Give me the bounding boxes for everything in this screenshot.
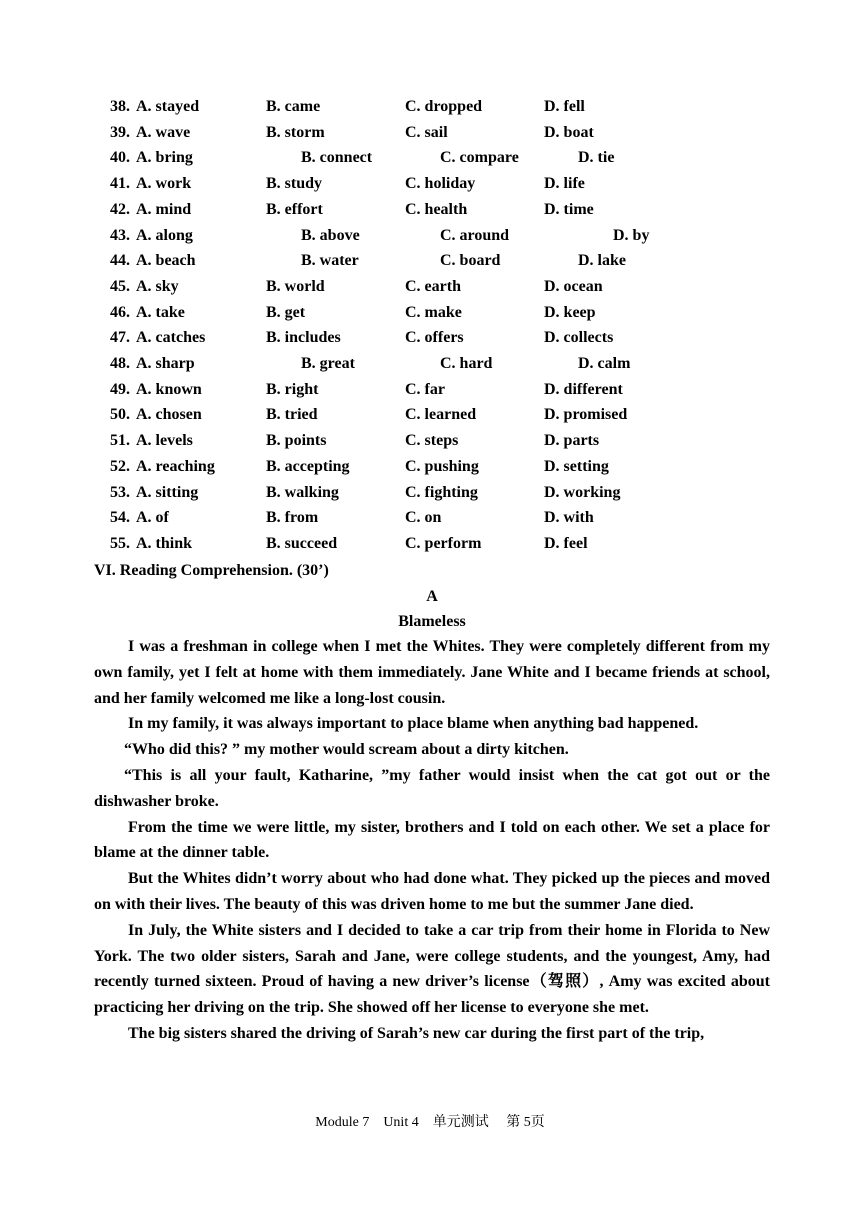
option-a: A. bring [136,149,193,167]
option-b: B. came [266,98,321,115]
option-c: C. fighting [405,483,478,501]
option-c: C. learned [405,406,477,424]
option-b: B. water [301,252,359,270]
question-number: 50. [110,406,130,424]
question-number: 55. [110,534,130,552]
passage-letter: A [426,588,438,605]
option-c: C. health [405,200,468,218]
option-d: D. boat [544,123,594,141]
paragraph: From the time we were little, my sister, brothers and I told on each other. We set a place for blame at the dinner table. [94,818,770,862]
option-a: A. chosen [136,406,202,424]
question-number: 52. [110,457,130,475]
option-b: B. succeed [266,534,338,552]
option-c: C. compare [440,149,519,167]
option-a: A. take [136,303,185,321]
option-c: C. dropped [405,98,483,115]
paragraph: But the Whites didn’t worry about who had done what. They picked up the pieces and moved on with their lives. The beauty of this was driven home to me but the summer Jane died. [94,870,770,913]
option-c: C. on [405,509,442,527]
option-c: C. holiday [405,175,476,193]
paragraph: In my family, it was always important to place blame when anything bad happened. [128,715,699,733]
option-c: C. offers [405,329,464,347]
option-c: C. around [440,226,510,244]
option-d: D. calm [578,355,631,372]
option-d: D. setting [544,457,609,475]
passage-body [94,634,770,1047]
option-b: B. tried [266,406,318,424]
option-a: A. stayed [136,98,200,115]
question-number: 41. [110,175,130,193]
question-number: 45. [110,277,130,295]
option-d: D. tie [578,149,615,167]
option-a: A. wave [136,123,191,141]
option-c: C. make [405,303,462,321]
option-b: B. walking [266,483,339,501]
option-c: C. board [440,252,501,270]
option-a: A. think [136,534,193,552]
question-number: 38. [110,98,130,115]
option-a: A. sharp [136,355,195,372]
option-d: D. life [544,175,585,193]
option-d: D. feel [544,534,588,552]
option-c: C. perform [405,534,482,552]
option-a: A. along [136,226,193,244]
question-number: 43. [110,226,130,244]
question-number: 53. [110,483,130,501]
option-a: A. reaching [136,457,215,475]
question-number: 39. [110,123,130,141]
option-b: B. world [266,277,325,295]
question-number: 54. [110,509,130,527]
option-a: A. of [136,509,169,527]
option-b: B. connect [301,149,373,167]
section-title: VI. Reading Comprehension. (30’) [94,562,329,579]
option-d: D. collects [544,329,614,347]
option-a: A. beach [136,252,196,270]
option-b: B. right [266,380,319,398]
question-number: 40. [110,149,130,167]
option-a: A. levels [136,432,193,450]
question-number: 44. [110,252,130,270]
option-d: D. by [613,226,650,244]
question-number: 46. [110,303,130,321]
option-c: C. earth [405,277,461,295]
option-d: D. lake [578,252,626,270]
option-c: C. far [405,380,445,398]
option-d: D. different [544,380,623,398]
option-b: B. from [266,509,319,527]
page-footer: Module 7 Unit 4 单元测试 第 5页 [315,1115,545,1130]
option-a: A. work [136,175,192,193]
option-d: D. keep [544,303,596,321]
paragraph: “This is all your fault, Katharine, ”my father would insist when the cat got out or the dishwasher broke. [94,766,770,810]
question-number: 48. [110,355,130,372]
passage-title: Blameless [398,613,466,630]
question-number: 42. [110,200,130,218]
option-b: B. get [266,303,306,321]
option-c: C. pushing [405,457,479,475]
question-number: 49. [110,380,130,398]
option-b: B. accepting [266,457,350,475]
option-a: A. sitting [136,483,199,501]
option-d: D. ocean [544,277,603,295]
option-b: B. points [266,432,327,450]
paragraph: I was a freshman in college when I met the Whites. They were completely different from my own family, yet I felt at home with them immediately. Jane White and I became friends at school, and her family welcomed me like a long-lost cousin. [94,638,770,707]
option-a: A. catches [136,329,206,347]
option-b: B. effort [266,200,323,218]
option-a: A. known [136,380,202,398]
paragraph: The big sisters shared the driving of Sarah’s new car during the first part of the trip, [128,1024,705,1042]
option-a: A. sky [136,277,179,295]
option-c: C. hard [440,355,493,372]
option-b: B. great [301,355,355,372]
option-d: D. promised [544,406,628,424]
option-b: B. above [301,226,360,244]
option-b: B. study [266,175,323,193]
option-b: B. includes [266,329,341,347]
question-number: 47. [110,329,130,347]
question-number: 51. [110,432,130,450]
paragraph: In July, the White sisters and I decided to take a car trip from their home in Florida to New York. The two older sisters, Sarah and Jane, were college students, and the youngest, Amy, had recently turned sixteen. Proud of having a new driver’s license（驾照）, Amy was excited about practicing her driving on the trip. She showed off her license to everyone she met. [94,921,770,1017]
option-d: D. time [544,200,594,218]
option-d: D. with [544,509,594,527]
option-d: D. fell [544,98,585,115]
option-d: D. working [544,483,621,501]
option-c: C. sail [405,123,448,141]
option-b: B. storm [266,123,325,141]
paragraph: “Who did this? ” my mother would scream about a dirty kitchen. [124,741,569,759]
option-d: D. parts [544,432,600,450]
option-a: A. mind [136,200,192,218]
option-c: C. steps [405,432,459,450]
